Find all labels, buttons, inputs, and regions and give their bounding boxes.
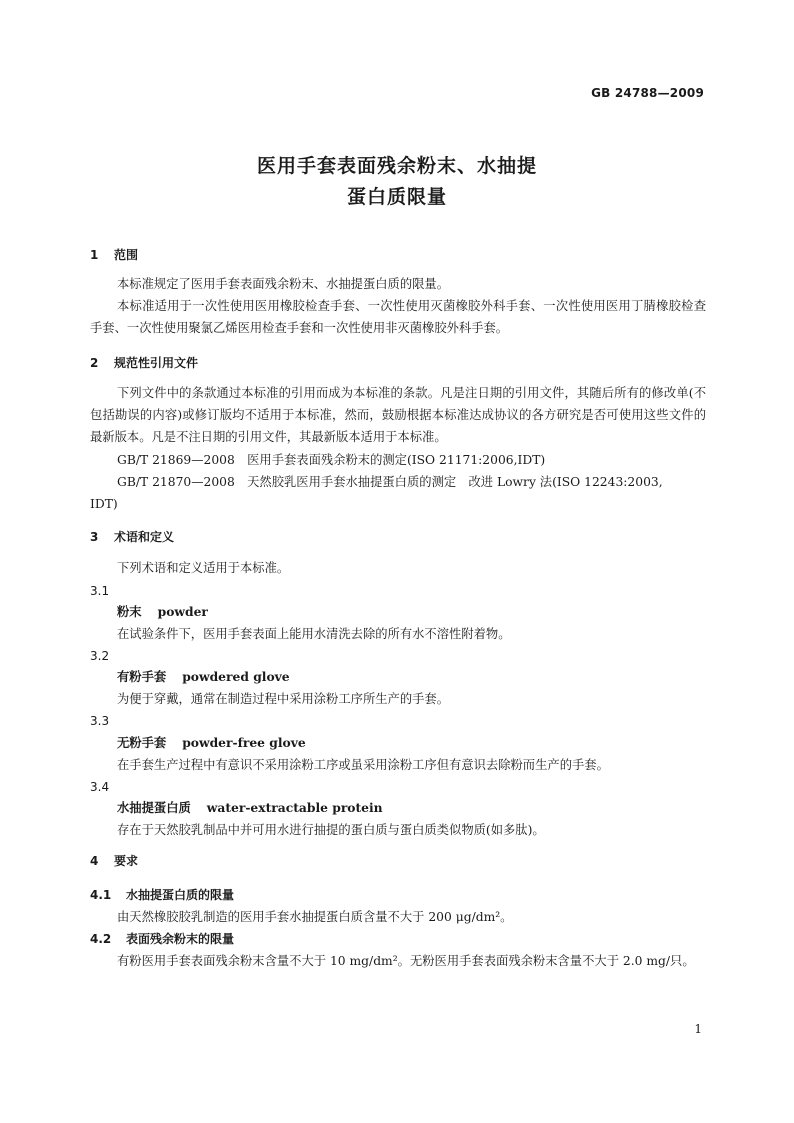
term-number: 3.2 [90,649,110,663]
standard-number: GB 24788—2009 [591,86,704,100]
term-definition: 在手套生产过程中有意识不采用涂粉工序或虽采用涂粉工序但有意识去除粉而生产的手套。 [117,758,609,772]
section-2-heading [90,354,706,372]
section-number: 1 [90,248,99,262]
term-number: 3.3 [90,714,110,728]
section-1-paragraph-2: 本标准适用于一次性使用医用橡胶检查手套、一次性使用灭菌橡胶外科手套、一次性使用医用丁腈橡胶检查手套、一次性使用聚氯乙烯医用检查手套和一次性使用非灭菌橡胶外科手套。 [90,299,706,335]
term-chinese: 水抽提蛋白质 [117,801,191,815]
normative-reference-2-continued: IDT) [90,497,118,511]
section-title: 范围 [114,248,139,262]
section-title: 术语和定义 [114,530,175,544]
subsection-4-1-text: 由天然橡胶胶乳制造的医用手套水抽提蛋白质含量不大于 200 μg/dm²。 [117,910,513,924]
term-heading [90,797,733,819]
subsection-number: 4.1 [90,888,112,902]
section-title: 规范性引用文件 [114,356,199,370]
page-number: 1 [694,1022,702,1036]
term-chinese: 粉末 [117,605,142,619]
term-english: powder [157,604,208,619]
section-4-heading [90,852,706,870]
section-3-heading [90,528,706,546]
term-english: powder-free glove [182,735,306,750]
term-heading [90,666,733,688]
subsection-4-2-heading [90,930,706,948]
term-chinese: 无粉手套 [117,736,167,750]
document-title-line1: 医用手套表面残余粉末、水抽提 [256,155,537,177]
term-definition: 存在于天然胶乳制品中并可用水进行抽提的蛋白质与蛋白质类似物质(如多肽)。 [117,823,545,837]
document-title-line2: 蛋白质限量 [346,186,447,208]
section-1-heading [90,246,706,264]
term-heading [90,732,733,754]
term-number: 3.1 [90,584,110,598]
section-number: 3 [90,530,99,544]
section-number: 4 [90,854,99,868]
subsection-title: 水抽提蛋白质的限量 [126,888,235,902]
section-number: 2 [90,356,99,370]
term-english: water-extractable protein [206,800,383,815]
subsection-number: 4.2 [90,932,112,946]
term-definition: 为便于穿戴，通常在制造过程中采用涂粉工序所生产的手套。 [117,692,450,706]
normative-reference-1: GB/T 21869—2008 医用手套表面残余粉末的测定(ISO 21171:2006,IDT) [117,453,546,467]
section-2-paragraph: 下列文件中的条款通过本标准的引用而成为本标准的条款。凡是注日期的引用文件，其随后所有的修改单(不包括勘误的内容)或修订版均不适用于本标准，然而，鼓励根据本标准达成协议的各方研究是否可使用这些文件的最新版本。凡是不注日期的引用文件，其最新版本适用于本标准。 [90,386,706,444]
term-definition: 在试验条件下，医用手套表面上能用水清洗去除的所有水不溶性附着物。 [117,627,511,641]
term-heading [90,601,733,623]
normative-reference-2: GB/T 21870—2008 天然胶乳医用手套水抽提蛋白质的测定 改进 Lowry 法(ISO 12243:2003, [117,475,663,489]
term-english: powdered glove [182,669,290,684]
term-number: 3.4 [90,780,110,794]
section-1-paragraph-1: 本标准规定了医用手套表面残余粉末、水抽提蛋白质的限量。 [117,277,450,291]
section-3-intro: 下列术语和定义适用于本标准。 [117,561,290,575]
subsection-4-1-heading [90,886,706,904]
term-chinese: 有粉手套 [117,670,167,684]
subsection-4-2-text: 有粉医用手套表面残余粉末含量不大于 10 mg/dm²。无粉医用手套表面残余粉末含量不大于 2.0 mg/只。 [117,954,695,968]
subsection-title: 表面残余粉末的限量 [126,932,235,946]
section-title: 要求 [114,854,139,868]
